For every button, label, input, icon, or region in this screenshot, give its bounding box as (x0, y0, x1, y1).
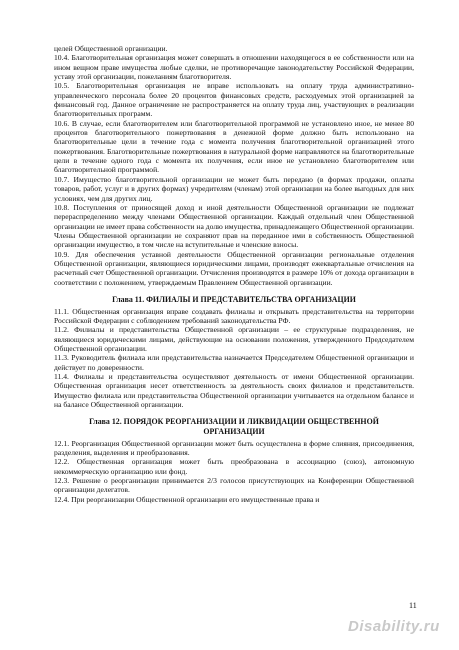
page-number: 11 (409, 601, 417, 610)
chapter-12-heading (54, 417, 414, 436)
paragraph: 11.2. Филиалы и представительства Общественной организации – ее структурные подразделения, не являющиеся юридическими лицами, действующие на основании положения, утвержденного Председателем Общественной организации. (54, 325, 414, 353)
page-content (54, 44, 414, 504)
paragraph: 11.3. Руководитель филиала или представительства назначается Председателем Общественной организации и действует по доверенности. (54, 353, 414, 372)
paragraph: 11.1. Общественная организация вправе создавать филиалы и открывать представительства на территории Российской Федерации с соблюдением требований законодательства РФ. (54, 306, 414, 325)
paragraph: 10.9. Для обеспечения уставной деятельности Общественной организации региональные отделения Общественной организации, являющиеся юридическими лицами, производят ежеквартальные отчисления на расчетный счет Общественной организации. Отчисления производятся в размере 10% от дохода организации в соответствии с положением, утверждаемым Правлением Общественной организации. (54, 249, 415, 287)
paragraph: 12.3. Решение о реорганизации принимается 2/3 голосов присутствующих на Конференции Общественной организации делегатов. (54, 475, 414, 495)
paragraph: 10.4. Благотворительная организация может совершать в отношении находящегося в ее собственности или на ином вещном праве имущества любые сделки, не противоречащие законодательству Российской Федерации, уставу этой организации, пожеланиям благотворителя. (54, 53, 414, 82)
paragraph: 12.2. Общественная организация может быть преобразована в ассоциацию (союз), автономную некоммерческую организацию или фонд. (54, 457, 414, 476)
paragraph: 10.7. Имущество благотворительной организации не может быть передано (в формах продажи, оплаты товаров, работ, услуг и в других формах) учредителям (членам) этой организации на более выгодных для них условиях, чем для других лиц. (54, 174, 414, 203)
paragraph: целей Общественной организации. (54, 44, 168, 53)
paragraph: 10.8. Поступления от приносящей доход и иной деятельности Общественной организации не подлежат перераспределению между членами Общественной организации. Каждый отдельный член Общественной организации не имеет права собственности на долю имущества, принадлежащего Общественной организации. Члены Общественной организации не сохраняют прав на переданное ими в собственность Общественной организации имущество, в том числе на вступительные и членские взносы. (54, 202, 414, 250)
chapter-11-heading: Глава 11. ФИЛИАЛЫ И ПРЕДСТАВИТЕЛЬСТВА ОРГАНИЗАЦИИ (112, 294, 356, 304)
paragraph: 11.4. Филиалы и представительства осуществляют деятельность от имени Общественной организации. Общественная организация несет ответственность за деятельность своих филиалов и представительств. Имущество филиала или представительства Общественной организации учитывается на отдельном балансе и на балансе Общественной организации. (54, 371, 414, 409)
watermark-logo: Disability.ru (348, 618, 440, 635)
paragraph: 12.4. При реорганизации Общественной организации его имущественные права и (54, 494, 320, 504)
chapter-12-heading-line1: Глава 12. ПОРЯДОК РЕОРГАНИЗАЦИИ И ЛИКВИДАЦИИ ОБЩЕСТВЕННОЙ (89, 417, 379, 427)
chapter-12-heading-line2: ОРГАНИЗАЦИИ (203, 426, 265, 436)
paragraph: 10.5. Благотворительная организация не вправе использовать на оплату труда административно-управленческого персонала более 20 процентов финансовых средств, расходуемых этой организацией за финансовый год. Данное ограничение не распространяется на оплату труда лиц, участвующих в реализации благотворительных программ. (54, 81, 414, 119)
paragraph: 12.1. Реорганизация Общественной организации может быть осуществлена в форме слияния, присоединения, разделения, выделения и преобразования. (54, 438, 414, 457)
paragraph: 10.6. В случае, если благотворителем или благотворительной программой не установлено иное, не менее 80 процентов благотворительного пожертвования в денежной форме должно быть использовано на благотворительные цели в течение года с момента получения благотворительной организацией этого пожертвования. Благотворительные пожертвования в натуральной форме направляются на благотворительные цели в течение одного года с момента их получения, если иное не установлено благотворителем или благотворительной программой. (54, 118, 414, 175)
